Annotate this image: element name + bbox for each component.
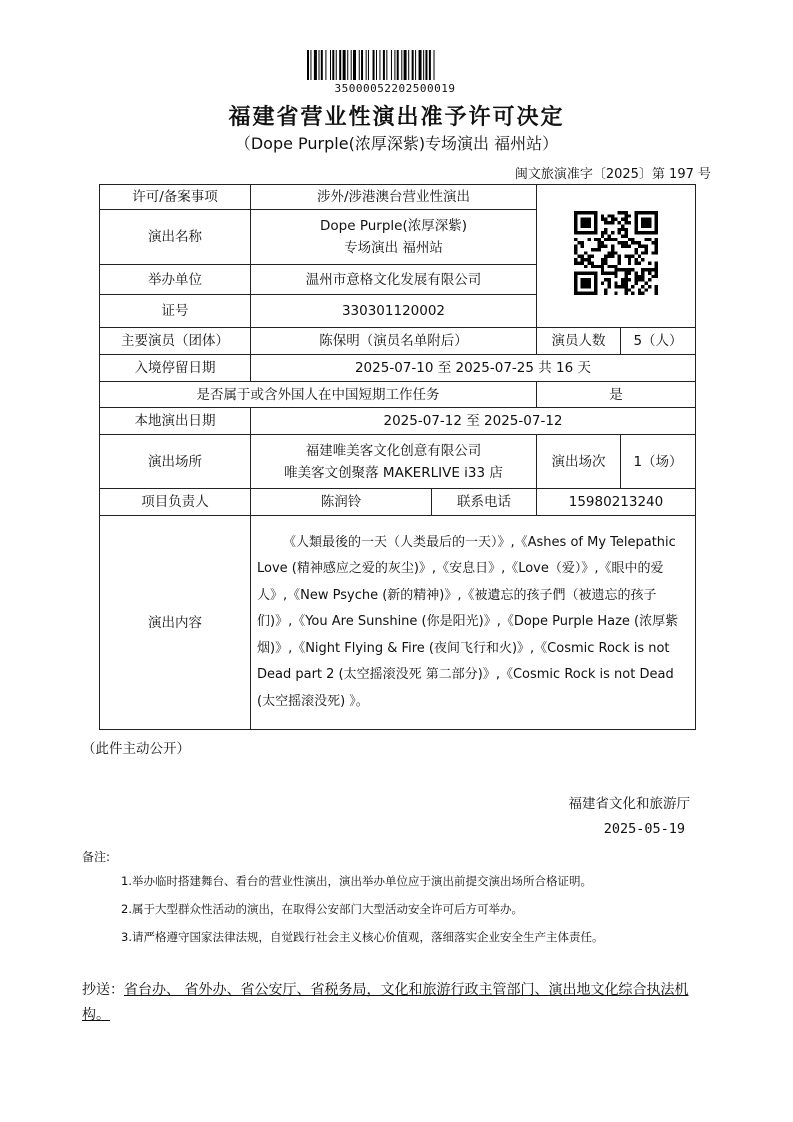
qr-code-cell — [537, 185, 696, 328]
value-main-performer: 陈保明（演员名单附后） — [251, 328, 537, 355]
value-show-content: 《人類最後的一天（人类最后的一天）》,《Ashes of My Telepathic Love (精神感应之爱的灰尘)》,《安息日》,《Love（爱）》,《眼中的爱人》,《New Psyche (新的精神)》,《被遺忘的孩子們（被遗忘的孩子们)》,《You Are Sunshine (你是阳光)》,《Dope Purple Haze (浓厚紫烟)》,《Night Flying & Fire (夜间飞行和火)》,《Cosmic Rock is not Dead part 2 (太空摇滚没死 第二部分)》,《Cosmic Rock is not Dead (太空摇滚没死) 》。 — [251, 516, 696, 730]
value-performer-count: 5（人） — [621, 328, 696, 355]
barcode-number: 35000052202500019 — [334, 82, 456, 95]
remark-item-1: 1.举办临时搭建舞台、看台的营业性演出，演出举办单位应于演出前提交演出场所合格证明。 — [121, 874, 592, 888]
label-organizer: 举办单位 — [100, 265, 251, 295]
value-project-leader: 陈润铃 — [251, 489, 432, 516]
label-show-name: 演出名称 — [100, 210, 251, 265]
document-title: 福建省营业性演出准予许可决定 — [228, 105, 565, 130]
permit-table — [99, 184, 696, 730]
value-stay-dates: 2025-07-10 至 2025-07-25 共 16 天 — [251, 355, 696, 382]
label-permit-item: 许可/备案事项 — [100, 185, 251, 210]
label-local-date: 本地演出日期 — [100, 408, 251, 435]
label-stay-dates: 入境停留日期 — [100, 355, 251, 382]
venue-line-2: 唯美客文创聚落 MAKERLIVE i33 店 — [284, 464, 503, 481]
value-contact-phone: 15980213240 — [537, 489, 696, 516]
label-foreign-work: 是否属于或含外国人在中国短期工作任务 — [100, 382, 537, 408]
label-project-leader: 项目负责人 — [100, 489, 251, 516]
remark-item-2: 2.属于大型群众性活动的演出，在取得公安部门大型活动安全许可后方可举办。 — [121, 902, 523, 916]
barcode — [305, 50, 485, 84]
issuer-name: 福建省文化和旅游厅 — [568, 796, 690, 812]
label-sessions: 演出场次 — [537, 435, 621, 489]
venue-line-1: 福建唯美客文化创意有限公司 — [305, 442, 482, 459]
show-name-line-2: 专场演出 福州站 — [344, 240, 443, 256]
value-foreign-work: 是 — [537, 382, 696, 408]
value-permit-item: 涉外/涉港澳台营业性演出 — [251, 185, 537, 210]
label-main-performer: 主要演员（团体） — [100, 328, 251, 355]
cc-recipients: 省台办、 省外办、省公安厅、省税务局，文化和旅游行政主管部门、演出地文化综合执法机构。 — [82, 982, 689, 1023]
value-certificate: 330301120002 — [251, 295, 537, 328]
document-subtitle: （Dope Purple(浓厚深紫)专场演出 福州站） — [234, 134, 559, 153]
label-venue: 演出场所 — [100, 435, 251, 489]
label-performer-count: 演员人数 — [537, 328, 621, 355]
value-venue — [251, 435, 537, 489]
value-show-name — [251, 210, 537, 265]
cc-label: 抄送： — [82, 982, 124, 998]
value-organizer: 温州市意格文化发展有限公司 — [251, 265, 537, 295]
value-sessions: 1（场） — [621, 435, 696, 489]
remark-item-3: 3.请严格遵守国家法律法规，自觉践行社会主义核心价值观，落细落实企业安全生产主体责任。 — [121, 930, 604, 944]
document-number: 闽文旅演准字〔2025〕第 197 号 — [514, 167, 711, 182]
label-show-content: 演出内容 — [100, 516, 251, 730]
label-contact-phone: 联系电话 — [432, 489, 537, 516]
cc-section — [82, 978, 712, 1028]
qr-code — [574, 211, 658, 295]
public-note: （此件主动公开） — [82, 741, 190, 757]
show-name-line-1: Dope Purple(浓厚深紫) — [320, 218, 467, 234]
issue-date: 2025-05-19 — [603, 821, 685, 837]
value-local-date: 2025-07-12 至 2025-07-12 — [251, 408, 696, 435]
label-certificate: 证号 — [100, 295, 251, 328]
remarks-heading: 备注: — [82, 850, 111, 864]
